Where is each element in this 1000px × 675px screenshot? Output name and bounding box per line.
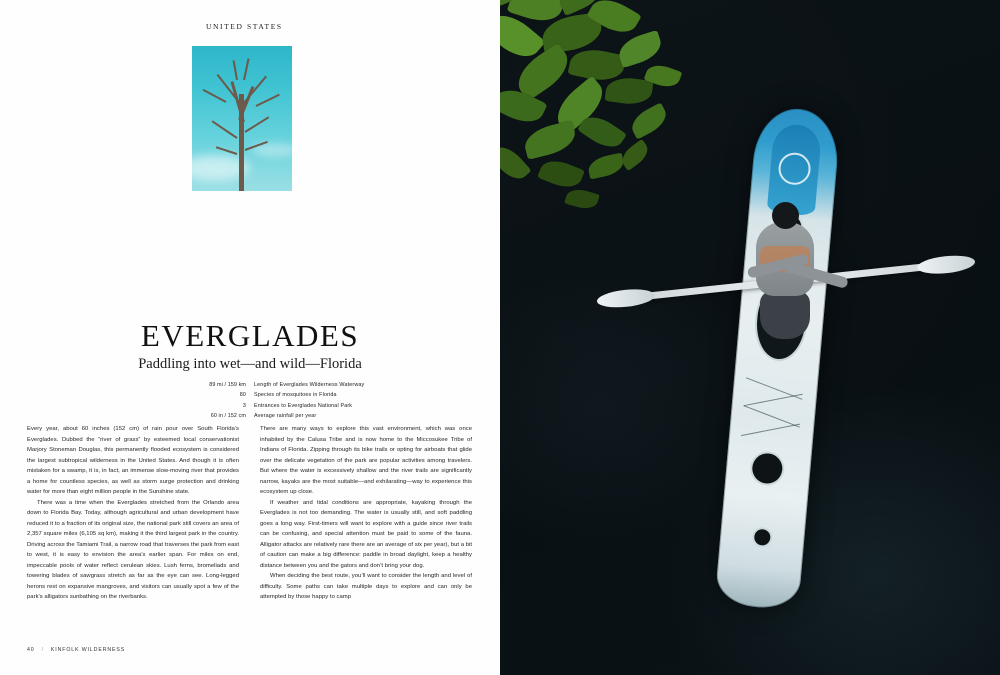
tree-illustration — [192, 46, 292, 191]
fact-row — [192, 390, 442, 400]
dead-tree-photo — [192, 46, 292, 191]
paddler — [732, 196, 842, 356]
paragraph: Every year, about 60 inches (152 cm) of rain pour over South Florida’s Everglades. Dubbed the “river of grass” by esteemed local conservationist Marjory Stoneman Douglas, this permanently flooded ecosystem is considered the largest subtropical wilderness in the United States. And though it is often mistaken for a swamp, it is, in fact, an immense slow-moving river that provides a home for countless species, as well as storm surge protection and drinking water for more than eight million people in the Sunshine state. — [27, 426, 239, 495]
fact-value: 60 in / 152 cm — [210, 412, 246, 419]
paragraph: If weather and tidal conditions are appropriate, kayaking through the Everglades is not too demanding. The water is usually still, and soft paddling goes a long way. First-timers will want to explore with a guide since river trails can be confusing, and special attention must be paid to some of the fauna. Alligator attacks are relatively rare there are an average of six per year), but a bit of caution can make a big difference: paddle in broad daylight, keep a healthy distance between you and the gators and don’t bring your dog. — [260, 499, 472, 569]
fact-label: Average rainfall per year — [254, 412, 317, 419]
folio — [27, 647, 125, 653]
facts-table — [192, 380, 442, 421]
paragraph: There are many ways to explore this vast environment, which was once inhabited by the Calusa Tribe and is now home to the Miccosukee Tribe of Indians of Florida. Zipping through its bike trails or opting for airboats that glide over the delicate vegetation of the park are popular activities among travelers. But where the water is excessively shallow and the river trails are significantly narrow, kayaks are the most suitable—and exhilarating—way to experience this ecosystem up close. — [260, 426, 472, 495]
folio-separator: / — [41, 647, 44, 653]
fact-label: Length of Everglades Wilderness Waterway — [254, 382, 365, 388]
page-subtitle: Paddling into wet—and wild—Florida — [138, 356, 362, 372]
fact-row — [192, 411, 442, 421]
paddler-head — [772, 202, 799, 229]
section-kicker: UNITED STATES — [206, 22, 283, 31]
page-title: EVERGLADES — [140, 318, 360, 353]
paragraph: There was a time when the Everglades stretched from the Orlando area down to Florida Bay. Today, although agricultural and urban development have reduced it to a fraction of its original size, the national park still covers an area of 2,357 square miles (6,105 sq km), making it the third largest park in the country. Driving across the Tamiami Trail, a narrow road that traverses the park from east to west, it is easy to envision the area’s earlier span. For miles on end, impeccable pools of water reflect cerulean skies. Lush ferns, bromeliads and towering blades of sawgrass stretch as far as the eye can see. Long-legged herons rest on expansive mangroves, and visitors can usually spot a few of the park’s alligators sunbathing on the riverbanks. — [27, 499, 239, 600]
fact-label: Species of mosquitoes in Florida — [254, 392, 337, 399]
paddler-legs — [760, 291, 810, 339]
foliage-cluster — [500, 0, 730, 280]
fact-value: 80 — [239, 392, 246, 399]
paragraph: When deciding the best route, you’ll want to consider the length and level of difficulty. Some paths can take multiple days to explore and can only be attempted by those happy to camp — [260, 573, 472, 600]
folio-page-number: 40 — [27, 647, 35, 653]
fact-row — [192, 380, 442, 390]
fact-row — [192, 401, 442, 411]
body-column-right — [260, 424, 472, 603]
body-column-left — [27, 424, 239, 603]
fact-value: 3 — [242, 402, 246, 409]
fact-label: Entrances to Everglades National Park — [254, 402, 353, 409]
folio-book-title: KINFOLK WILDERNESS — [50, 647, 126, 653]
kayak-photo — [500, 0, 1000, 675]
body-columns — [27, 424, 473, 603]
fact-value: 89 mi / 159 km — [209, 382, 246, 388]
